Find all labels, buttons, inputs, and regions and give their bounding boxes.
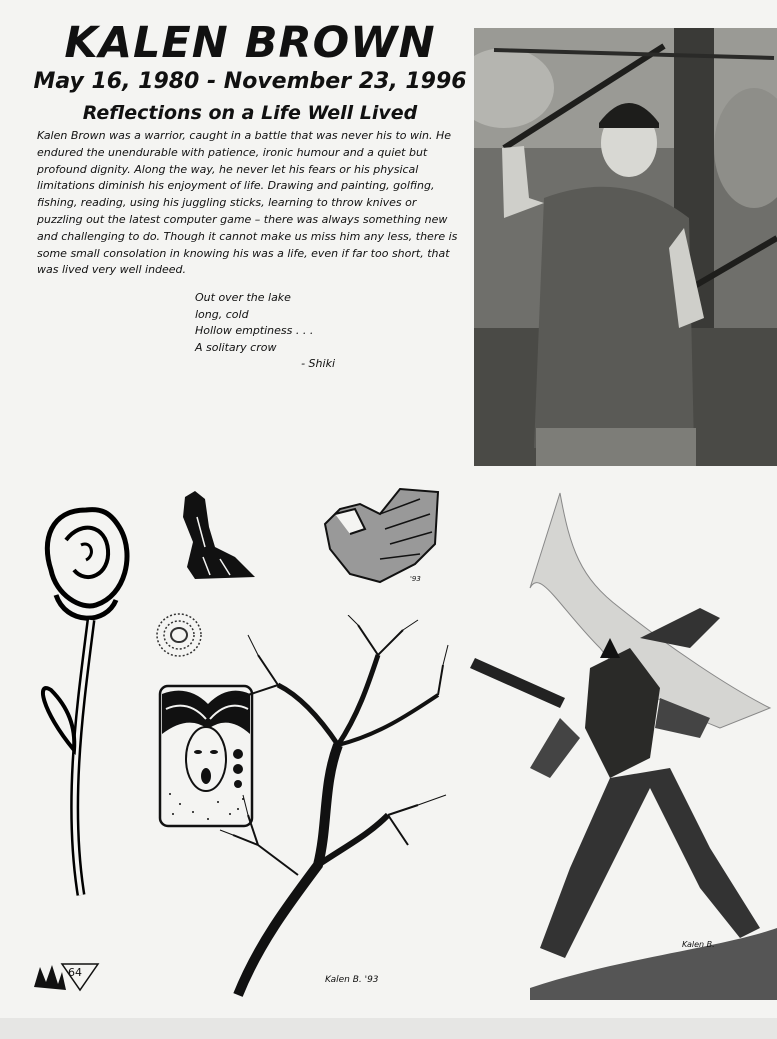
dog-drawing (175, 487, 265, 587)
poem-line: Hollow emptiness . . . (195, 324, 314, 337)
page-bottom-edge (0, 1018, 777, 1039)
poem (195, 290, 355, 373)
fingerprint-drawing (155, 612, 203, 658)
poem-line: A solitary crow (195, 340, 277, 354)
page-subtitle: Reflections on a Life Well Lived (82, 102, 418, 124)
page-title: KALEN BROWN (64, 18, 436, 68)
photo-illustration (474, 28, 777, 466)
page-number-emblem (32, 962, 102, 992)
poem-attribution: - Shiki (301, 357, 335, 370)
poem-line: Out over the lake (195, 291, 291, 304)
warrior-dragon-drawing (470, 488, 777, 1000)
life-dates: May 16, 1980 - November 23, 1996 (33, 69, 467, 94)
eagle-drawing (320, 484, 440, 589)
tree-drawing (218, 615, 450, 1000)
poem-line: long, cold (195, 307, 249, 321)
page-number-badge (32, 962, 102, 992)
tree-signature: Kalen B. '93 (325, 975, 379, 985)
eagle-signature: '93 (410, 575, 421, 583)
page-number: 64 (68, 966, 82, 979)
photo-of-boy-with-juggling-sticks (474, 28, 777, 466)
warrior-signature: Kalen B. (682, 940, 715, 949)
biography-paragraph: Kalen Brown was a warrior, caught in a battle that was never his to win. He endured the unendurable with patience, ironic humour and a quiet but profound dignity. Along the way, he never let his fears or his physical limitations diminish his enjoyment of life. Drawing and painting, golfing, fishing, reading, using his juggling sticks, learning to throw knives or puzzling out the latest computer game – there was always something new and challenging to do. Though it cannot make us miss him any less, there is some small consolation in knowing his was a life, even if far too short, that was lived very well indeed. (37, 129, 458, 277)
rose-drawing (36, 500, 136, 900)
